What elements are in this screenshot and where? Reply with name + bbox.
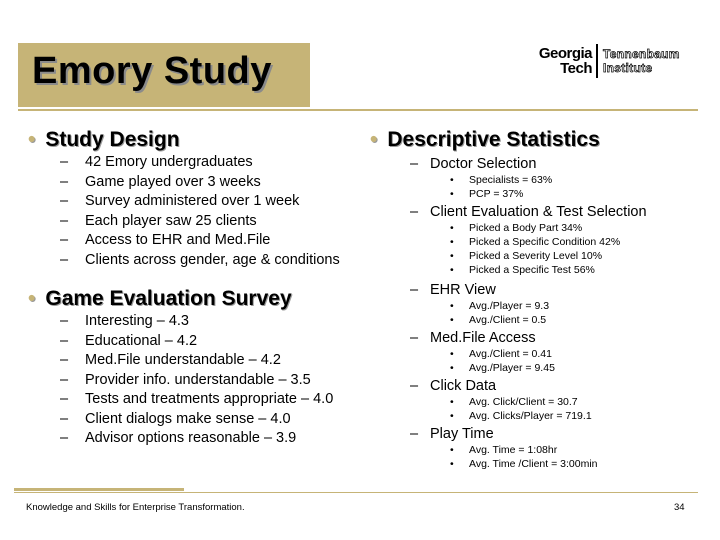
stat-item: • Picked a Specific Condition 42% <box>450 236 621 248</box>
stat-section <box>410 281 549 327</box>
georgia-tech-tennenbaum-logo <box>532 44 694 78</box>
list-item-text: Client dialogs make sense – 4.0 <box>85 410 291 427</box>
stat-item: • Picked a Body Part 34% <box>450 222 583 234</box>
list-item <box>60 251 340 271</box>
stat-section <box>410 377 592 423</box>
logo-divider <box>596 44 598 78</box>
stat-section-label: – Med.File Access <box>410 330 536 346</box>
stat-section-label: – Doctor Selection <box>410 156 537 172</box>
stat-section-label: – Play Time <box>410 426 494 442</box>
list-item-text: Provider info. understandable – 3.5 <box>85 371 311 388</box>
descriptive-stats-heading: • Descriptive Statistics <box>370 128 600 151</box>
stat-section <box>410 155 552 201</box>
list-item <box>60 173 340 193</box>
bullet-icon: • <box>450 458 454 470</box>
dash-icon: – <box>410 330 419 346</box>
stat-item: • Avg./Player = 9.3 <box>450 300 550 312</box>
dash-icon: – <box>60 313 69 329</box>
stat-item: • Picked a Severity Level 10% <box>450 250 603 262</box>
list-item <box>60 351 333 371</box>
bullet-icon: • <box>450 314 454 326</box>
list-item-text: Med.File understandable – 4.2 <box>85 352 281 368</box>
logo-institute-name: Tennenbaum Institute <box>603 47 680 75</box>
dash-icon: – <box>410 282 419 298</box>
title-divider <box>18 109 698 111</box>
stat-section <box>410 329 555 375</box>
list-item <box>60 332 333 352</box>
dash-icon: – <box>60 212 69 229</box>
list-item <box>60 212 340 232</box>
page-number: 34 <box>674 502 685 513</box>
list-item-text: Access to EHR and Med.File <box>85 232 271 248</box>
bullet-icon: • <box>450 236 454 248</box>
logo-org-name: Georgia Tech <box>538 45 592 77</box>
dash-icon: – <box>60 391 69 407</box>
bullet-icon: • <box>450 222 454 234</box>
bullet-icon: • <box>450 188 454 200</box>
stat-item: • Avg. Clicks/Player = 719.1 <box>450 410 592 422</box>
footer-divider <box>14 492 698 493</box>
list-item-text: Tests and treatments appropriate – 4.0 <box>85 391 334 407</box>
stat-item: • Avg. Time = 1:08hr <box>450 444 558 456</box>
list-item-text: Educational – 4.2 <box>85 332 198 349</box>
game-eval-list <box>60 312 333 449</box>
stat-item: • Picked a Specific Test 56% <box>450 264 595 276</box>
stat-section-label: – Client Evaluation & Test Selection <box>410 204 647 220</box>
list-item <box>60 410 333 430</box>
list-item-text: Each player saw 25 clients <box>85 212 257 229</box>
stat-item: • Avg./Client = 0.41 <box>450 348 552 360</box>
dash-icon: – <box>60 371 69 388</box>
list-item-text: Game played over 3 weeks <box>85 173 261 190</box>
bullet-icon: • <box>450 444 454 456</box>
list-item-text: Survey administered over 1 week <box>85 193 300 209</box>
bullet-icon: • <box>450 264 454 276</box>
list-item <box>60 192 340 212</box>
list-item-text: Clients across gender, age & conditions <box>85 251 340 268</box>
stat-item: • Avg. Click/Client = 30.7 <box>450 396 578 408</box>
page-title: Emory Study <box>32 50 272 92</box>
study-design-heading: • Study Design <box>28 128 180 151</box>
stat-section-label: – EHR View <box>410 282 496 298</box>
bullet-icon: • <box>450 410 454 422</box>
bullet-icon: • <box>450 174 454 186</box>
footer-accent-bar <box>14 488 184 491</box>
stat-section <box>410 425 598 471</box>
dash-icon: – <box>60 410 69 427</box>
bullet-icon: • <box>450 348 454 360</box>
stat-item: • PCP = 37% <box>450 188 524 200</box>
footer-text: Knowledge and Skills for Enterprise Transformation. <box>26 502 245 513</box>
bullet-icon: • <box>450 396 454 408</box>
stat-section <box>410 203 647 277</box>
dash-icon: – <box>60 352 69 368</box>
study-design-list <box>60 153 340 270</box>
stat-item: • Avg./Player = 9.45 <box>450 362 555 374</box>
list-item <box>60 429 333 449</box>
dash-icon: – <box>60 332 69 349</box>
bullet-icon: • <box>370 128 378 151</box>
bullet-icon: • <box>450 300 454 312</box>
dash-icon: – <box>410 426 419 442</box>
bullet-icon: • <box>450 250 454 262</box>
dash-icon: – <box>60 193 69 209</box>
list-item <box>60 371 333 391</box>
stat-section-label: – Click Data <box>410 378 497 394</box>
bullet-icon: • <box>28 287 36 310</box>
dash-icon: – <box>410 156 419 172</box>
list-item <box>60 390 333 410</box>
list-item-text: Interesting – 4.3 <box>85 313 189 329</box>
dash-icon: – <box>60 173 69 190</box>
stat-item: • Specialists = 63% <box>450 174 553 186</box>
stat-item: • Avg./Client = 0.5 <box>450 314 547 326</box>
list-item <box>60 153 340 173</box>
dash-icon: – <box>410 204 419 220</box>
game-eval-heading: • Game Evaluation Survey <box>28 287 292 310</box>
dash-icon: – <box>60 251 69 268</box>
bullet-icon: • <box>28 128 36 151</box>
bullet-icon: • <box>450 362 454 374</box>
list-item-text: Advisor options reasonable – 3.9 <box>85 430 297 446</box>
list-item <box>60 312 333 332</box>
dash-icon: – <box>410 378 419 394</box>
dash-icon: – <box>60 430 69 446</box>
list-item-text: 42 Emory undergraduates <box>85 154 253 170</box>
stat-item: • Avg. Time /Client = 3:00min <box>450 458 598 470</box>
dash-icon: – <box>60 232 69 248</box>
dash-icon: – <box>60 154 69 170</box>
list-item <box>60 231 340 251</box>
